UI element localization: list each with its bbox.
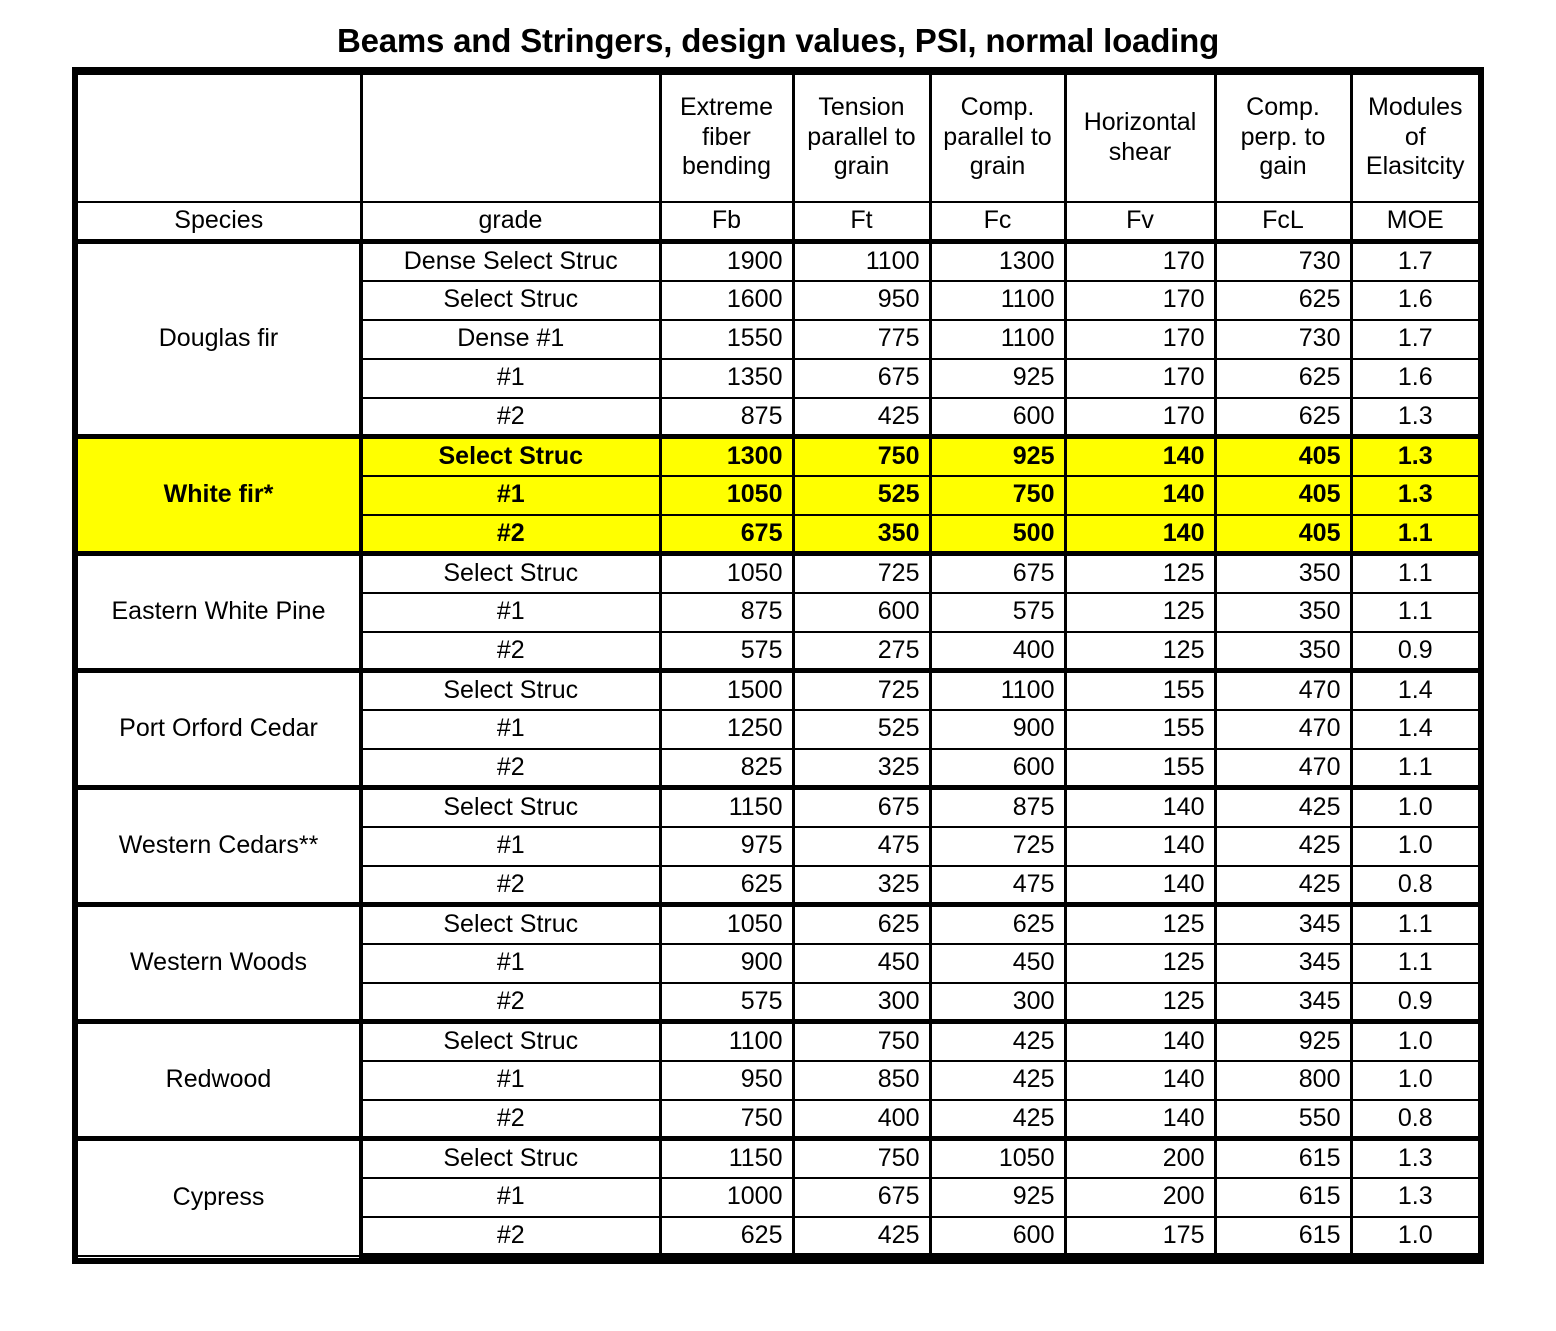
value-cell-fv: 125: [1065, 944, 1215, 983]
value-cell-fv: 170: [1065, 242, 1215, 281]
value-cell-moe: 1.1: [1351, 554, 1478, 593]
value-cell-fcl: 345: [1215, 944, 1351, 983]
value-cell-fv: 125: [1065, 905, 1215, 944]
value-cell-fcl: 550: [1215, 1100, 1351, 1139]
grade-cell: #1: [361, 710, 660, 749]
value-cell-fc: 1100: [930, 281, 1065, 320]
value-cell-fb: 975: [660, 827, 793, 866]
value-cell-ft: 1100: [793, 242, 930, 281]
grade-cell: Select Struc: [361, 1022, 660, 1061]
header-abbr-fcl: FcL: [1215, 202, 1351, 242]
value-cell-fv: 140: [1065, 437, 1215, 476]
value-cell-moe: 1.3: [1351, 476, 1478, 515]
header-abbr-fv: Fv: [1065, 202, 1215, 242]
value-cell-moe: 1.0: [1351, 1022, 1478, 1061]
value-cell-fc: 1100: [930, 320, 1065, 359]
design-values-table: [78, 73, 1478, 1259]
value-cell-ft: 325: [793, 749, 930, 788]
value-cell-fb: 675: [660, 515, 793, 554]
value-cell-moe: 1.4: [1351, 710, 1478, 749]
value-cell-fc: 425: [930, 1100, 1065, 1139]
value-cell-fb: 1150: [660, 1139, 793, 1178]
value-cell-fcl: 425: [1215, 788, 1351, 827]
header-desc-line: bending: [682, 152, 771, 181]
value-cell-ft: 750: [793, 1022, 930, 1061]
value-cell-ft: 300: [793, 983, 930, 1022]
value-cell-fc: 675: [930, 554, 1065, 593]
value-cell-fv: 125: [1065, 554, 1215, 593]
grade-cell: #1: [361, 827, 660, 866]
value-cell-fv: 140: [1065, 1022, 1215, 1061]
value-cell-ft: 625: [793, 905, 930, 944]
header-desc-line: grain: [833, 152, 890, 181]
value-cell-fb: 1050: [660, 905, 793, 944]
value-cell-moe: 1.6: [1351, 281, 1478, 320]
grade-cell: Select Struc: [361, 437, 660, 476]
value-cell-fb: 575: [660, 983, 793, 1022]
table-head: [78, 74, 1478, 242]
value-cell-fv: 125: [1065, 983, 1215, 1022]
value-cell-fb: 750: [660, 1100, 793, 1139]
value-cell-fv: 170: [1065, 359, 1215, 398]
value-cell-fb: 1350: [660, 359, 793, 398]
header-desc-fv: [1065, 74, 1215, 202]
header-desc-line: gain: [1259, 152, 1307, 181]
header-description-row: [78, 74, 1478, 202]
value-cell-fcl: 615: [1215, 1178, 1351, 1217]
grade-cell: Select Struc: [361, 1139, 660, 1178]
value-cell-moe: 1.0: [1351, 1061, 1478, 1100]
table-row: [78, 242, 1478, 281]
value-cell-fb: 1550: [660, 320, 793, 359]
value-cell-ft: 325: [793, 866, 930, 905]
value-cell-moe: 1.0: [1351, 827, 1478, 866]
value-cell-fb: 1900: [660, 242, 793, 281]
value-cell-ft: 675: [793, 359, 930, 398]
value-cell-moe: 0.9: [1351, 632, 1478, 671]
value-cell-fcl: 425: [1215, 827, 1351, 866]
value-cell-fb: 575: [660, 632, 793, 671]
species-cell: Western Cedars**: [78, 788, 361, 905]
grade-cell: #2: [361, 749, 660, 788]
value-cell-moe: 0.8: [1351, 866, 1478, 905]
value-cell-fb: 875: [660, 398, 793, 437]
value-cell-fcl: 730: [1215, 242, 1351, 281]
header-desc-fc: [930, 74, 1065, 202]
value-cell-moe: 0.9: [1351, 983, 1478, 1022]
table-row: [78, 1139, 1478, 1178]
header-abbreviation-row: [78, 202, 1478, 242]
value-cell-fv: 170: [1065, 320, 1215, 359]
header-abbr-moe: MOE: [1351, 202, 1478, 242]
value-cell-ft: 725: [793, 554, 930, 593]
header-desc-line: perp. to: [1240, 122, 1326, 151]
value-cell-ft: 675: [793, 788, 930, 827]
grade-cell: #2: [361, 1217, 660, 1256]
value-cell-ft: 750: [793, 1139, 930, 1178]
value-cell-fb: 875: [660, 593, 793, 632]
value-cell-ft: 350: [793, 515, 930, 554]
grade-cell: #1: [361, 476, 660, 515]
value-cell-moe: 0.8: [1351, 1100, 1478, 1139]
value-cell-fc: 500: [930, 515, 1065, 554]
header-desc-line: Extreme: [679, 93, 774, 122]
value-cell-ft: 525: [793, 710, 930, 749]
header-desc-line: of: [1404, 122, 1426, 151]
value-cell-fc: 875: [930, 788, 1065, 827]
grade-cell: #1: [361, 1061, 660, 1100]
value-cell-fb: 1100: [660, 1022, 793, 1061]
header-desc-line: Tension: [818, 93, 905, 122]
value-cell-fcl: 350: [1215, 593, 1351, 632]
header-desc-line: shear: [1108, 137, 1172, 166]
species-cell: Cypress: [78, 1139, 361, 1256]
value-cell-fcl: 345: [1215, 905, 1351, 944]
header-desc-grade: [361, 74, 660, 202]
value-cell-fb: 625: [660, 866, 793, 905]
value-cell-fcl: 405: [1215, 515, 1351, 554]
value-cell-fc: 600: [930, 749, 1065, 788]
value-cell-fb: 1500: [660, 671, 793, 710]
value-cell-fb: 1050: [660, 554, 793, 593]
value-cell-fb: 825: [660, 749, 793, 788]
header-desc-line: parallel to: [943, 122, 1052, 151]
header-desc-line: Comp.: [1246, 93, 1320, 122]
header-desc-moe: [1351, 74, 1478, 202]
header-desc-line: parallel to: [807, 122, 916, 151]
value-cell-fcl: 425: [1215, 866, 1351, 905]
header-desc-species: [78, 74, 361, 202]
value-cell-moe: 1.7: [1351, 242, 1478, 281]
header-desc-fb: [660, 74, 793, 202]
value-cell-fb: 1150: [660, 788, 793, 827]
value-cell-fcl: 350: [1215, 632, 1351, 671]
value-cell-fv: 155: [1065, 671, 1215, 710]
value-cell-ft: 525: [793, 476, 930, 515]
grade-cell: #1: [361, 1178, 660, 1217]
value-cell-ft: 275: [793, 632, 930, 671]
grade-cell: #2: [361, 866, 660, 905]
value-cell-fb: 1600: [660, 281, 793, 320]
value-cell-fv: 170: [1065, 281, 1215, 320]
value-cell-fcl: 925: [1215, 1022, 1351, 1061]
grade-cell: #1: [361, 593, 660, 632]
page-title: Beams and Stringers, design values, PSI, normal loading: [336, 22, 1220, 59]
grade-cell: Select Struc: [361, 905, 660, 944]
table-row: [78, 437, 1478, 476]
value-cell-fv: 140: [1065, 1061, 1215, 1100]
value-cell-fc: 925: [930, 359, 1065, 398]
table-row: [78, 788, 1478, 827]
value-cell-fcl: 615: [1215, 1217, 1351, 1256]
value-cell-moe: 1.3: [1351, 398, 1478, 437]
value-cell-moe: 1.0: [1351, 1217, 1478, 1256]
table-row: [78, 1022, 1478, 1061]
grade-cell: Select Struc: [361, 788, 660, 827]
value-cell-fc: 425: [930, 1061, 1065, 1100]
species-cell: Port Orford Cedar: [78, 671, 361, 788]
value-cell-fc: 300: [930, 983, 1065, 1022]
value-cell-fv: 175: [1065, 1217, 1215, 1256]
value-cell-fc: 600: [930, 398, 1065, 437]
value-cell-fv: 155: [1065, 710, 1215, 749]
grade-cell: #2: [361, 515, 660, 554]
value-cell-ft: 425: [793, 1217, 930, 1256]
species-cell: Redwood: [78, 1022, 361, 1139]
value-cell-ft: 600: [793, 593, 930, 632]
grade-cell: #1: [361, 944, 660, 983]
value-cell-fcl: 800: [1215, 1061, 1351, 1100]
value-cell-fc: 725: [930, 827, 1065, 866]
grade-cell: #2: [361, 1100, 660, 1139]
species-cell: White fir*: [78, 437, 361, 554]
header-desc-fcl: [1215, 74, 1351, 202]
value-cell-ft: 850: [793, 1061, 930, 1100]
value-cell-fc: 600: [930, 1217, 1065, 1256]
value-cell-fc: 1050: [930, 1139, 1065, 1178]
grade-cell: Select Struc: [361, 554, 660, 593]
header-desc-line: fiber: [702, 122, 751, 151]
value-cell-fv: 140: [1065, 788, 1215, 827]
value-cell-moe: 1.3: [1351, 1139, 1478, 1178]
value-cell-moe: 1.1: [1351, 515, 1478, 554]
value-cell-fb: 950: [660, 1061, 793, 1100]
value-cell-fcl: 470: [1215, 749, 1351, 788]
value-cell-fv: 170: [1065, 398, 1215, 437]
value-cell-fcl: 730: [1215, 320, 1351, 359]
species-cell: Douglas fir: [78, 242, 361, 437]
header-abbr-ft: Ft: [793, 202, 930, 242]
value-cell-fv: 155: [1065, 749, 1215, 788]
value-cell-ft: 450: [793, 944, 930, 983]
value-cell-fb: 1000: [660, 1178, 793, 1217]
value-cell-fc: 450: [930, 944, 1065, 983]
value-cell-fv: 125: [1065, 632, 1215, 671]
value-cell-fv: 140: [1065, 1100, 1215, 1139]
value-cell-fv: 125: [1065, 593, 1215, 632]
header-desc-line: Comp.: [960, 93, 1035, 122]
header-desc-line: Elasitcity: [1365, 152, 1465, 181]
value-cell-fv: 140: [1065, 866, 1215, 905]
value-cell-moe: 1.3: [1351, 437, 1478, 476]
value-cell-fc: 575: [930, 593, 1065, 632]
value-cell-fv: 140: [1065, 827, 1215, 866]
value-cell-ft: 425: [793, 398, 930, 437]
value-cell-fc: 475: [930, 866, 1065, 905]
header-desc-line: grain: [969, 152, 1026, 181]
value-cell-fc: 925: [930, 1178, 1065, 1217]
value-cell-moe: 1.1: [1351, 749, 1478, 788]
value-cell-moe: 1.1: [1351, 593, 1478, 632]
grade-cell: #2: [361, 983, 660, 1022]
value-cell-fcl: 615: [1215, 1139, 1351, 1178]
table-body: [78, 242, 1478, 1256]
value-cell-ft: 725: [793, 671, 930, 710]
grade-cell: Select Struc: [361, 281, 660, 320]
header-abbr-fb: Fb: [660, 202, 793, 242]
value-cell-fv: 140: [1065, 476, 1215, 515]
value-cell-ft: 775: [793, 320, 930, 359]
value-cell-moe: 1.6: [1351, 359, 1478, 398]
species-cell: Western Woods: [78, 905, 361, 1022]
value-cell-fb: 1300: [660, 437, 793, 476]
design-values-table-container: [72, 67, 1484, 1265]
value-cell-fc: 1100: [930, 671, 1065, 710]
grade-cell: #1: [361, 359, 660, 398]
species-cell: Eastern White Pine: [78, 554, 361, 671]
value-cell-fcl: 405: [1215, 437, 1351, 476]
grade-cell: #2: [361, 632, 660, 671]
value-cell-fv: 140: [1065, 515, 1215, 554]
value-cell-fcl: 350: [1215, 554, 1351, 593]
grade-cell: #2: [361, 398, 660, 437]
value-cell-fb: 1250: [660, 710, 793, 749]
value-cell-ft: 950: [793, 281, 930, 320]
value-cell-moe: 1.1: [1351, 944, 1478, 983]
value-cell-moe: 1.1: [1351, 905, 1478, 944]
table-row: [78, 905, 1478, 944]
value-cell-ft: 475: [793, 827, 930, 866]
table-row: [78, 671, 1478, 710]
value-cell-fcl: 470: [1215, 710, 1351, 749]
value-cell-fv: 200: [1065, 1139, 1215, 1178]
value-cell-fcl: 625: [1215, 398, 1351, 437]
value-cell-fv: 200: [1065, 1178, 1215, 1217]
value-cell-fb: 900: [660, 944, 793, 983]
grade-cell: Dense Select Struc: [361, 242, 660, 281]
value-cell-moe: 1.7: [1351, 320, 1478, 359]
value-cell-fc: 750: [930, 476, 1065, 515]
value-cell-fc: 625: [930, 905, 1065, 944]
value-cell-ft: 750: [793, 437, 930, 476]
value-cell-ft: 675: [793, 1178, 930, 1217]
value-cell-moe: 1.0: [1351, 788, 1478, 827]
value-cell-fc: 425: [930, 1022, 1065, 1061]
grade-cell: Select Struc: [361, 671, 660, 710]
value-cell-fb: 625: [660, 1217, 793, 1256]
value-cell-fc: 400: [930, 632, 1065, 671]
table-row: [78, 554, 1478, 593]
header-abbr-species: Species: [78, 202, 361, 242]
value-cell-moe: 1.4: [1351, 671, 1478, 710]
value-cell-fc: 925: [930, 437, 1065, 476]
value-cell-ft: 400: [793, 1100, 930, 1139]
value-cell-fcl: 625: [1215, 359, 1351, 398]
value-cell-fcl: 345: [1215, 983, 1351, 1022]
grade-cell: Dense #1: [361, 320, 660, 359]
value-cell-fcl: 405: [1215, 476, 1351, 515]
header-desc-ft: [793, 74, 930, 202]
value-cell-fcl: 625: [1215, 281, 1351, 320]
value-cell-fcl: 470: [1215, 671, 1351, 710]
header-abbr-grade: grade: [361, 202, 660, 242]
value-cell-moe: 1.3: [1351, 1178, 1478, 1217]
header-desc-line: Modules: [1368, 93, 1463, 122]
header-desc-line: Horizontal: [1083, 108, 1197, 137]
value-cell-fc: 900: [930, 710, 1065, 749]
value-cell-fc: 1300: [930, 242, 1065, 281]
value-cell-fb: 1050: [660, 476, 793, 515]
header-abbr-fc: Fc: [930, 202, 1065, 242]
